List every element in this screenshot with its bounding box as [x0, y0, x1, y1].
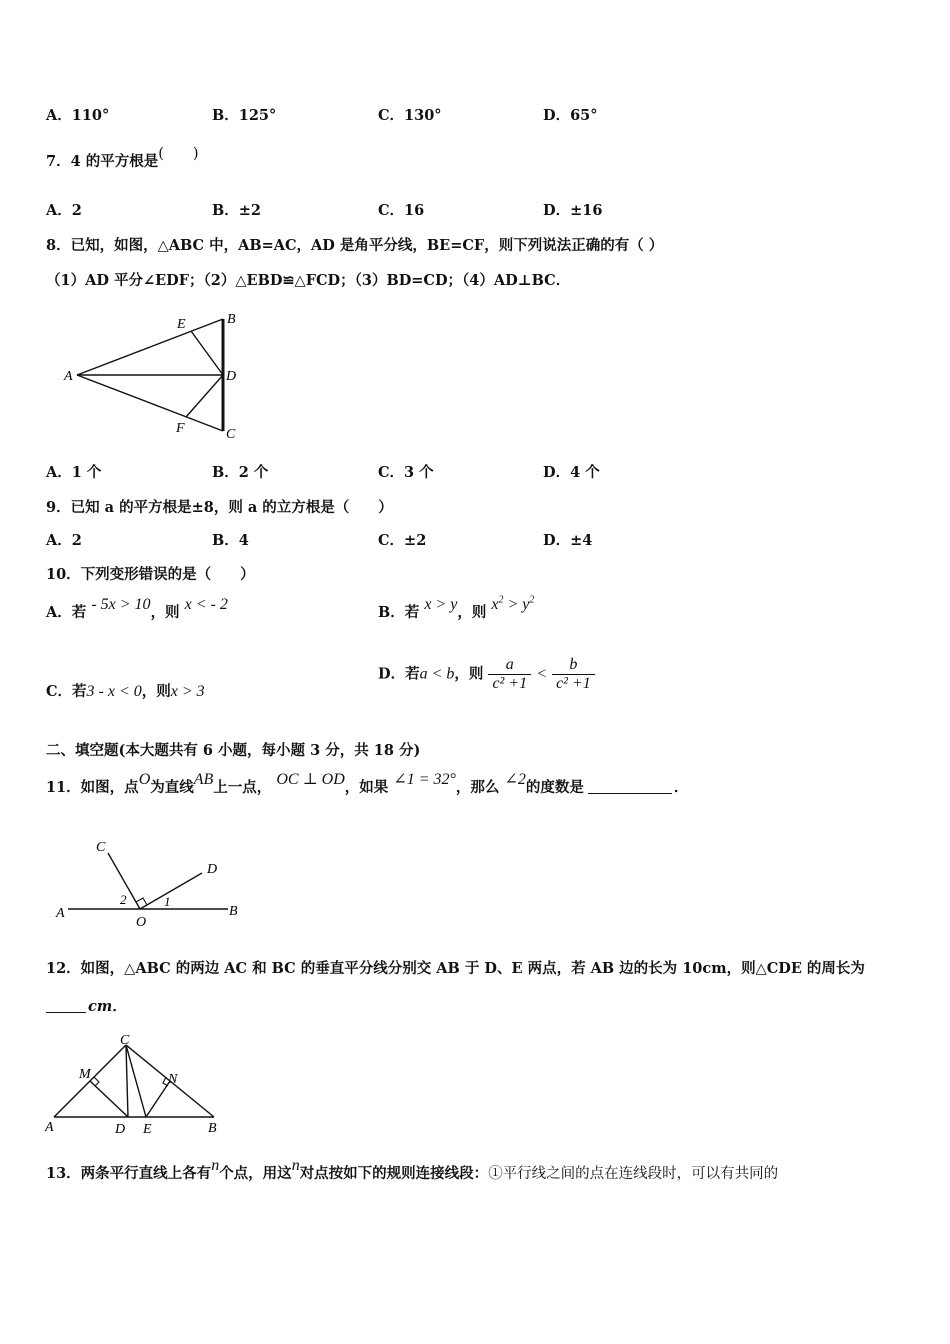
q8-option-b: B．2 个: [212, 464, 269, 481]
q10-option-d: [378, 656, 595, 693]
q10-d-numerator-2: b: [569, 656, 578, 673]
q11-math-angle2: ∠2: [504, 771, 526, 788]
q8-option-d: D．4 个: [543, 464, 600, 481]
q10-d-mid: ，则: [454, 665, 484, 683]
q10-c-condition: 3 - x < 0: [86, 683, 142, 700]
q10-c-prefix: C．若: [46, 683, 87, 700]
q11-text-5: ，那么: [455, 779, 500, 796]
q13-text-2: 个点，用这: [219, 1165, 292, 1182]
q11-text-2: 为直线: [150, 779, 194, 796]
q10-stem: 10．下列变形错误的是（ ）: [46, 566, 255, 583]
q6-option-a: A．110°: [46, 107, 110, 124]
q10-b-base1: x: [491, 596, 499, 613]
q6-option-b: B．125°: [212, 107, 277, 124]
q11-label-angle2: 2: [120, 892, 127, 907]
q10-d-condition: a < b: [419, 665, 455, 683]
q11-text-3: 上一点，: [213, 779, 272, 796]
q11-text-1: 11．如图，点: [46, 779, 139, 796]
q11-math-o: O: [138, 771, 151, 788]
q7-stem: [46, 146, 199, 171]
q8-line-fd: [186, 375, 223, 417]
q12-label-b: B: [208, 1121, 217, 1136]
q10-b-condition: x > y: [424, 596, 458, 613]
q8-stem: 8．已知，如图，△ABC 中，AB=AC，AD 是角平分线，BE=CF，则下列说法正确的有（ ）: [46, 237, 664, 254]
q11-figure: [50, 833, 250, 933]
q8-line-ac: [77, 375, 223, 431]
q8-statements: （1）AD 平分∠EDF；（2）△EBD≌△FCD；（3）BD=CD；（4）AD⊥BC．: [46, 272, 571, 289]
q13-text-1: 13．两条平行直线上各有: [46, 1165, 212, 1182]
q12-line-cd: [126, 1045, 128, 1117]
q11-label-c: C: [96, 840, 106, 855]
q13-math-n1: n: [211, 1157, 220, 1174]
q10-d-op: <: [536, 665, 547, 683]
q7-option-c: C．16: [378, 202, 425, 219]
q8-line-ed: [191, 331, 223, 375]
q8-label-f: F: [176, 421, 185, 436]
q12-label-a: A: [45, 1120, 54, 1135]
q13-stem: [46, 1157, 779, 1183]
q12-label-d: D: [115, 1122, 126, 1137]
q10-d-numerator-1: a: [505, 656, 514, 673]
q12-label-e: E: [143, 1122, 152, 1137]
q10-b-exp1: 2: [498, 594, 504, 606]
q10-option-c: [46, 680, 205, 701]
q10-b-result: [491, 596, 534, 613]
q11-answer-blank[interactable]: [588, 779, 672, 794]
q10-a-result: x < - 2: [184, 596, 228, 613]
q9-stem: 9．已知 a 的平方根是±8，则 a 的立方根是（ ）: [46, 499, 393, 516]
q11-math-angle1: ∠1 = 32°: [393, 771, 456, 788]
q12-line-md: [90, 1081, 128, 1117]
q12-answer-blank[interactable]: [46, 998, 86, 1013]
q8-label-d: D: [226, 369, 237, 384]
q13-math-n2: n: [291, 1157, 300, 1174]
q10-b-exp2: 2: [529, 594, 535, 606]
q9-option-a: A．2: [46, 532, 82, 549]
q10-option-a: [46, 596, 228, 622]
q8-option-a: A．1 个: [46, 464, 102, 481]
q10-d-fraction-1: [488, 656, 531, 693]
q8-label-c: C: [226, 427, 236, 442]
q12-line2: [46, 995, 127, 1016]
q13-text-4: ①平行线之间的点在连线段时，可以有共同的: [488, 1166, 779, 1182]
q12-label-m: M: [79, 1067, 91, 1082]
q7-option-a: A．2: [46, 202, 82, 219]
q11-label-angle1: 1: [164, 894, 171, 909]
q13-text-3: 对点按如下的规则连接线段：: [299, 1165, 489, 1182]
q8-line-ab: [77, 319, 223, 375]
q12-unit: cm．: [88, 998, 127, 1015]
q12-line1: 12．如图，△ABC 的两边 AC 和 BC 的垂直平分线分别交 AB 于 D、E 两点，若 AB 边的长为 10cm，则△CDE 的周长为: [46, 960, 865, 977]
q8-option-c: C．3 个: [378, 464, 434, 481]
q7-stem-text: 7．4 的平方根是: [46, 153, 159, 170]
q6-option-d: D．65°: [543, 107, 598, 124]
q10-b-base2: y: [522, 596, 530, 613]
q10-d-fraction-2: [552, 656, 595, 693]
q11-stem: [46, 771, 689, 797]
q6-option-c: C．130°: [378, 107, 442, 124]
q10-d-prefix: D．若: [378, 665, 420, 683]
q8-label-a: A: [64, 369, 73, 384]
q10-a-condition: - 5x > 10: [91, 596, 151, 613]
q10-d-denominator-1: c² +1: [488, 674, 531, 693]
q10-a-prefix: A．若: [46, 604, 87, 621]
q11-label-d: D: [207, 862, 218, 877]
q11-text-4: ，如果: [344, 779, 389, 796]
q12-figure: [42, 1033, 232, 1143]
q8-label-b: B: [227, 312, 236, 327]
q10-a-mid: ，则: [150, 604, 180, 621]
q10-b-op: >: [503, 596, 523, 613]
q8-label-e: E: [177, 317, 186, 332]
q10-b-mid: ，则: [457, 604, 487, 621]
q10-c-mid: ，则: [141, 683, 171, 700]
q9-option-c: C．±2: [378, 532, 427, 549]
q12-line-ne: [146, 1081, 170, 1117]
q11-label-o: O: [136, 915, 147, 930]
q7-paren: ( ): [158, 146, 199, 162]
q11-label-b: B: [229, 904, 238, 919]
q10-d-denominator-2: c² +1: [552, 674, 595, 693]
q9-option-d: D．±4: [543, 532, 593, 549]
q9-option-b: B．4: [212, 532, 249, 549]
q8-figure: [55, 305, 255, 450]
q11-text-6: 的度数是: [525, 779, 584, 796]
q7-option-d: D．±16: [543, 202, 603, 219]
q10-option-b: [378, 594, 535, 622]
q10-c-result: x > 3: [170, 683, 205, 700]
q10-b-prefix: B．若: [378, 604, 420, 621]
q11-math-perp: OC ⊥ OD: [276, 771, 345, 788]
q11-label-a: A: [56, 906, 65, 921]
q12-label-n: N: [168, 1072, 178, 1087]
q11-math-ab: AB: [193, 771, 214, 788]
section2-title: 二、填空题(本大题共有 6 小题，每小题 3 分，共 18 分): [46, 742, 421, 759]
q11-text-7: ．: [673, 779, 689, 796]
q7-option-b: B．±2: [212, 202, 261, 219]
q12-label-c: C: [120, 1033, 130, 1048]
q11-ray-od: [140, 873, 202, 909]
q12-line-ce: [126, 1045, 146, 1117]
